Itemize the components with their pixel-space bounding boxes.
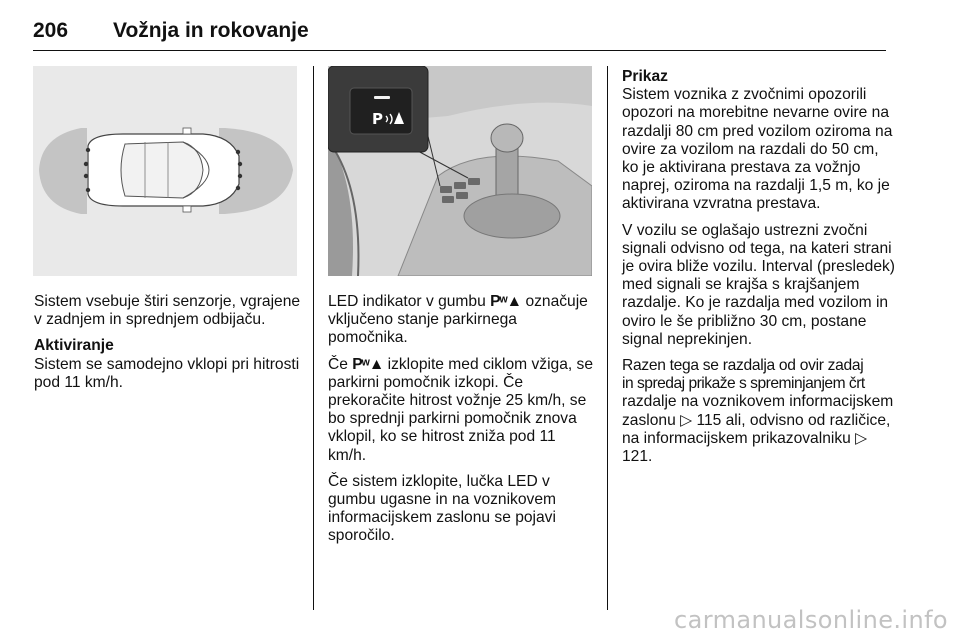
column-divider-right xyxy=(607,66,608,610)
parking-assist-icon: Pʷ▲ xyxy=(490,293,522,310)
display-heading: Prikaz xyxy=(622,68,668,85)
page-header xyxy=(33,14,886,51)
middle-column xyxy=(328,293,596,554)
page-reference-icon: ▷ xyxy=(680,411,693,429)
parking-assist-icon: Pʷ▲ xyxy=(352,355,384,373)
console-illustration xyxy=(328,66,592,276)
parking-button-figure xyxy=(328,66,592,276)
led-indicator-paragraph: LED indikator v gumbu Pʷ▲ označuje vključeno stanje parkirnega pomočnika. xyxy=(328,293,588,347)
signals-paragraph: V vozilu se oglašajo ustrezni zvočni signali odvisno od tega, na kateri strani je ovira bliže vozilu. Interval (presledek) med signali se krajša s krajšanjem razdalje. Ko je razdalja med vozilom in oviro le še približno 30 cm, postane signal neprekinjen. xyxy=(622,221,896,348)
page-reference-icon: ▷ xyxy=(855,429,868,447)
switch-off-paragraph: Če Pʷ▲ izklopite med ciklom vžiga, se parkirni pomočnik izkopi. Če prekoračite hitrost vožnje 25 km/h, se bo sprednji parkirni pomočnik znova vklopil, ko se hitrost zniža pod 11 km/h. xyxy=(328,355,594,464)
watermark: carmanualsonline.info xyxy=(674,606,948,634)
activation-text: Sistem se samodejno vklopi pri hitrosti pod 11 km/h. xyxy=(34,355,300,391)
display-text: Sistem voznika z zvočnimi opozorili opozori na morebitne nevarne ovire na razdalji 80 cm pred vozilom oziroma na ovire za vozilom na razdali do 50 cm, ko je aktivirana prestava za vožnjo naprej, oziroma na razdalji 1,5 m, ko je aktivirana vzvratna prestava. xyxy=(622,86,893,213)
car-sensor-illustration xyxy=(33,66,297,276)
distance-display-paragraph: Razen tega se razdalja od ovir zadaj in spredaj prikaže s spreminjanjem črt razdalje na voznikovem informacijskem zaslonu ▷ 115 ali, odvisno od različice, na informacijskem prikazovalniku ▷ 121. xyxy=(622,357,894,466)
column-divider-left xyxy=(313,66,314,610)
left-column xyxy=(34,293,302,400)
section-title: Vožnja in rokovanje xyxy=(113,19,309,42)
activation-heading: Aktiviranje xyxy=(34,337,114,355)
led-off-paragraph: Če sistem izklopite, lučka LED v gumbu ugasne in na voznikovem informacijskem zaslonu se pojavi sporočilo. xyxy=(328,472,556,545)
activation-paragraph xyxy=(34,337,302,392)
page-number: 206 xyxy=(33,19,69,42)
sensor-zones-figure xyxy=(33,66,297,276)
display-paragraph xyxy=(622,68,897,214)
right-column xyxy=(622,68,897,474)
sensor-intro: Sistem vsebuje štiri senzorje, vgrajene v zadnjem in sprednjem odbijaču. xyxy=(34,293,301,329)
button-p-glyph: P xyxy=(372,110,383,128)
